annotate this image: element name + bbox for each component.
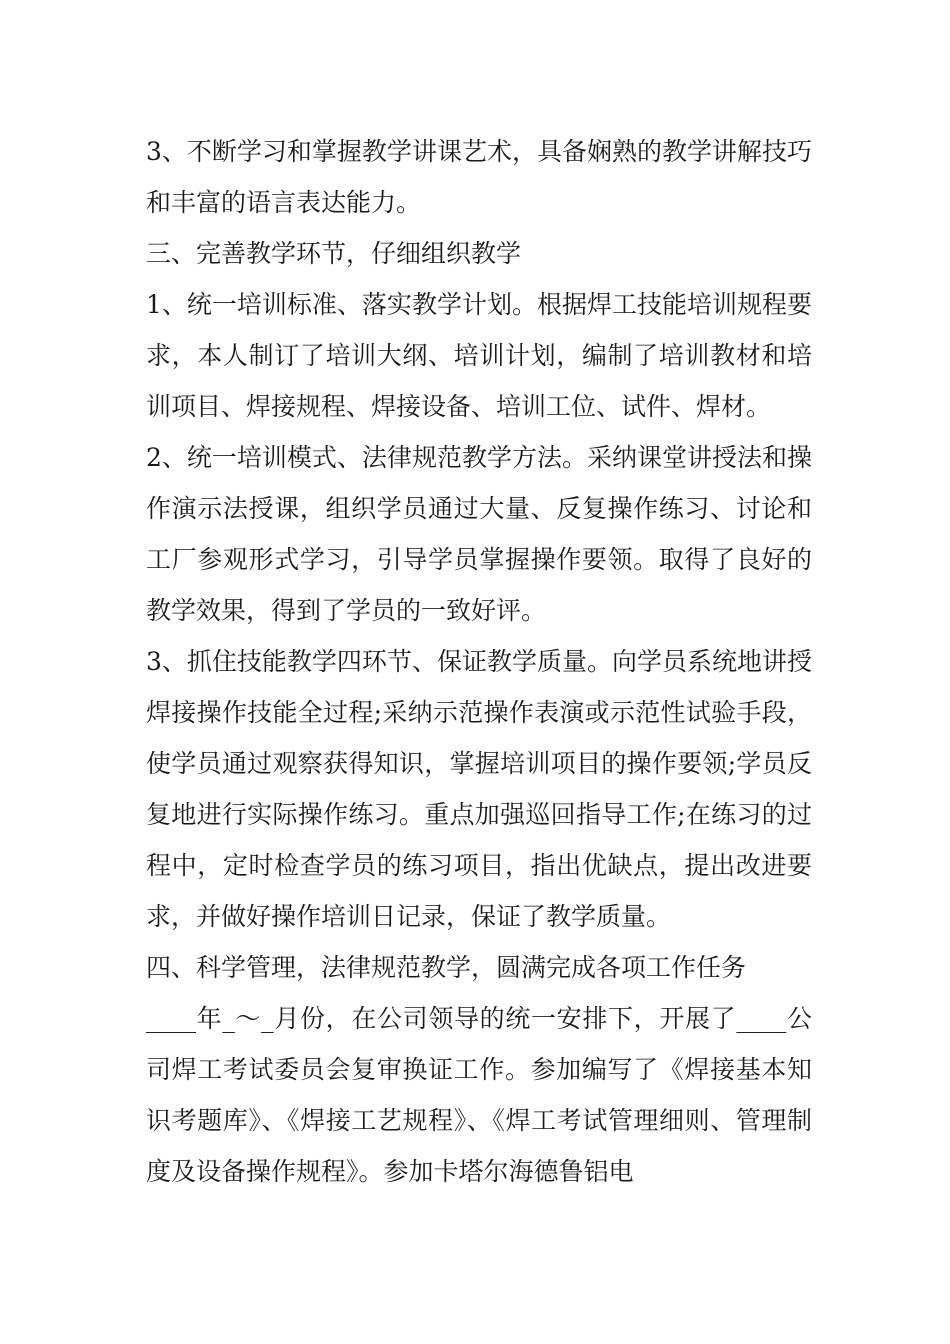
document-page: [146, 126, 812, 1197]
section-heading-4: 四、科学管理，法律规范教学，圆满完成各项工作任务: [146, 953, 747, 982]
section-heading-3: 三、完善教学环节，仔细组织教学: [146, 239, 522, 268]
paragraph-review-work: ____年_～_月份，在公司领导的统一安排下，开展了____公司焊工考试委员会复审换证工作。参加编写了《焊接基本知识考题库》、《焊接工艺规程》、《焊工考试管理细则、管理制度及设备操作规程》。参加卡塔尔海德鲁铝电: [146, 1004, 812, 1186]
paragraph-unify-standard: 1、统一培训标准、落实教学计划。根据焊工技能培训规程要求，本人制订了培训大纲、培训计划，编制了培训教材和培训项目、焊接规程、焊接设备、培训工位、试件、焊材。: [146, 290, 812, 421]
paragraph-skill-3-art: 3、不断学习和掌握教学讲课艺术，具备娴熟的教学讲解技巧和丰富的语言表达能力。: [146, 137, 812, 217]
paragraph-unify-mode: 2、统一培训模式、法律规范教学方法。采纳课堂讲授法和操作演示法授课，组织学员通过大量、反复操作练习、讨论和工厂参观形式学习，引导学员掌握操作要领。取得了良好的教学效果，得到了学员的一致好评。: [146, 443, 812, 625]
paragraph-four-links: 3、抓住技能教学四环节、保证教学质量。向学员系统地讲授焊接操作技能全过程;采纳示范操作表演或示范性试验手段，使学员通过观察获得知识，掌握培训项目的操作要领;学员反复地进行实际操作练习。重点加强巡回指导工作;在练习的过程中，定时检查学员的练习项目，指出优缺点，提出改进要求，并做好操作培训日记录，保证了教学质量。: [146, 647, 812, 931]
